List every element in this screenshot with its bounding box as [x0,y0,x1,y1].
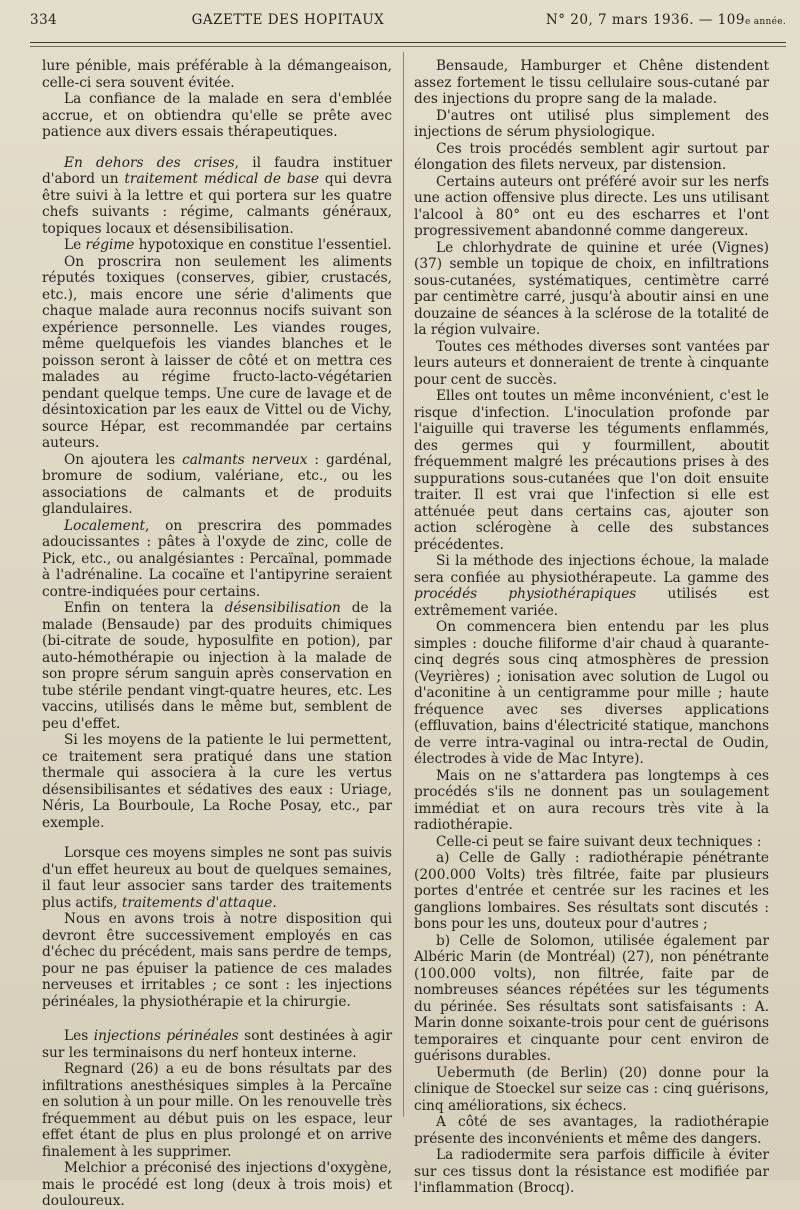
text-run: de la malade (Bensaude) par des produits chimiques (bi-citrate de soude, hyposulfite en potion), par auto-hémothérapie ou injection à la malade de son propre sérum sanguin après conservation en tube stérile pendant vingt-quatre heures, etc. Les vaccins, utilisés dans le même but, semblent de peu d'effet. [42,600,392,732]
paragraph [42,600,392,732]
page-number: 334 [30,12,58,28]
paragraph: On commencera bien entendu par les plus simples : douche filiforme d'air chaud à quarante-cinq degrés sous cinq atmosphères de pression (Veyrières) ; ionisation avec solution de Lugol ou d'aconitine à un centigramme pour mille ; haute fréquence avec ses diverses applications (effluvation, bains d'électricité statique, manchons de verre intra-vaginal ou intra-rectal de Oudin, électrodes à vide de Mac Intyre). [414,619,769,767]
paragraph: Nous en avons trois à notre disposition qui devront être successivement employés en cas d'échec du précédent, mais sans perdre de temps, pour ne pas épuiser la patience de ces malades nerveuses et irritables ; ce sont : les injections périnéales, la physiothérapie et la chirurgie. [42,911,392,1010]
text-run: . [272,894,277,911]
journal-title: GAZETTE DES HOPITAUX [191,12,385,28]
paragraph: a) Celle de Gally : radiothérapie pénétrante (200.000 Volts) très filtrée, faite par plusieurs portes d'entrée et centrée sur les racines et les ganglions lombaires. Ses résultats sont discutés : bons pour les uns, douteux pour d'autres ; [414,850,769,932]
paragraph: Elles ont toutes un même inconvénient, c'est le risque d'infection. L'inoculation profonde par l'aiguille qui traverse les téguments enflammés, des germes qui y fourmillent, aboutit fréquemment malgré les précautions prises à des suppurations sous-cutanées que l'on doit ensuite traiter. Il est vrai que l'infection si elle est atténuée peut dans certains cas, ajouter son action sclérogène à celle des substances précédentes. [414,388,769,553]
paragraph: lure pénible, mais préférable à la démangeaison, celle-ci sera souvent évitée. [42,58,392,91]
paragraph: Bensaude, Hamburger et Chêne distendent assez fortement le tissu cellulaire sous-cutané par des injections du propre sang de la malade. [414,58,769,107]
issue-info [546,12,786,28]
paragraph: La radiodermite sera parfois difficile à éviter sur ces tissus dont la résistance est modifiée par l'inflammation (Brocq). [414,1147,769,1196]
text-run: : gardénal, bromure de sodium, valériane, etc., ou les associations de calmants et de produits glandulaires. [42,451,392,517]
header-rule-thin [30,46,786,47]
paragraph [42,845,392,911]
column-divider [403,52,404,1117]
italic-text: injections périnéales [93,1028,239,1044]
text-run: Si la méthode des injections échoue, la malade sera confiée au physiothérapeute. La gamme des [414,553,769,586]
paragraph: Regnard (26) a eu de bons résultats par des infiltrations anesthésiques simples à la Percaïne en solution à un pour mille. On les renouvelle très fréquemment au début puis on les espace, leur effet étant de plus en plus prolongé et on arrive finalement à les supprimer. [42,1061,392,1160]
text-run: Le [64,237,86,253]
paragraph: Certains auteurs ont préféré avoir sur les nerfs une action offensive plus directe. Les uns utilisant l'alcool à 80° ont eu des escharres et l'ont progressivement abandonné comme dangereux. [414,173,769,239]
text-run: Lorsque ces moyens simples ne sont pas suivis d'un effet heureux au bout de quelques semaines, il faut leur associer sans tarder des traitements plus actifs, [42,845,392,911]
paragraph [414,553,769,619]
paragraph: b) Celle de Solomon, utilisée également par Albéric Marin (de Montréal) (27), non pénétrante (100.000 volts), non filtrée, faite par de nombreuses séances répétées sur les téguments du périnée. Ses résultats sont satisfaisants : A. Marin donne soixante-trois pour cent de guérisons temporaires et cinquante pour cent environ de guérisons durables. [414,932,769,1064]
paragraph: Melchior a préconisé des injections d'oxygène, mais le procédé est long (deux à trois mois) et douloureux. [42,1160,392,1209]
paragraph: La confiance de la malade en sera d'emblée accrue, et on obtiendra qu'elle se prête avec patience aux divers essais thérapeutiques. [42,91,392,140]
paragraph: Le chlorhydrate de quinine et urée (Vignes) (37) semble un topique de choix, en infiltrations sous-cutanées, systématiques, centimètre carré par centimètre carré, jusqu'à aboutir ainsi en une douzaine de séances à la sclérose de la totalité de la région vulvaire. [414,239,769,338]
paragraph [42,518,392,601]
italic-text: désensibilisation [224,600,341,616]
paragraph: Ces trois procédés semblent agir surtout par élongation des filets nerveux, par distension. [414,140,769,173]
paragraph: D'autres ont utilisé plus simplement des injections de sérum physiologique. [414,107,769,140]
text-run: sont destinées à agir sur les terminaisons du nerf honteux interne. [42,1028,392,1061]
italic-text: traitements d'attaque [121,894,273,911]
issue-suffix: e année. [744,17,786,27]
italic-text: traitement médical de base [124,171,319,187]
italic-text: régime [85,237,135,253]
paragraph [42,237,392,254]
paragraph: Celle-ci peut se faire suivant deux techniques : [436,833,762,850]
paragraph [42,155,392,238]
italic-text: calmants nerveux [182,451,308,468]
right-column [414,58,769,1197]
paragraph: Uebermuth (de Berlin) (20) donne pour la clinique de Stoeckel sur seize cas : cinq guérisons, cinq améliorations, six échecs. [414,1064,769,1114]
paragraph [42,1028,392,1061]
italic-text: Localement [64,517,146,534]
header-rule [30,42,786,43]
text-run: , on prescrira des pommades adoucissantes : pâtes à l'oxyde de zinc, colle de Pick, etc., ou analgésiantes : Percaïnal, pommade à l'adrénaline. La cocaïne et l'antipyrine seraient contre-indiquées pour certains. [42,517,392,600]
paragraph: Mais on ne s'attardera pas longtemps à ces procédés s'ils ne donnent pas un soulagement immédiat et on aura recours très vite à la radiothérapie. [414,767,769,833]
paragraph: Toutes ces méthodes diverses sont vantées par leurs auteurs et donneraient de trente à cinquante pour cent de succès. [414,338,769,388]
text-run: Les [64,1028,94,1044]
issue-date: N° 20, 7 mars 1936. — 109 [545,12,745,28]
text-run: Enfin on tentera la [64,600,225,616]
paragraph: Si les moyens de la patiente le lui permettent, ce traitement sera pratiqué dans une station thermale qui associera à la cure les vertus désensibilisantes et sédatives des eaux : Uriage, Néris, La Bourboule, La Roche Posay, etc., par exemple. [42,732,392,831]
paragraph: On proscrira non seulement les aliments réputés toxiques (conserves, gibier, crustacés, etc.), mais encore une série d'aliments que chaque malade aura reconnus nocifs suivant son expérience personnelle. Les viandes rouges, même quelquefois les viandes blanches et le poisson seront à laisser de côté et on mettra ces malades au régime fructo-lacto-végétarien pendant quelque temps. Une cure de lavage et de désintoxication par les eaux de Vittel ou de Vichy, source Hépar, est recommandée par certains auteurs. [42,253,392,451]
text-run: utilisés est extrêmement variée. [414,586,769,619]
text-run: , il faudra instituer d'abord un [42,154,392,187]
italic-text: En dehors des crises [64,154,235,171]
page-header [30,12,786,38]
paragraph: A côté de ses avantages, la radiothérapie présente des inconvénients et même des dangers. [414,1114,769,1147]
left-column [42,58,392,1210]
paragraph [42,452,392,518]
text-run: On ajoutera les [64,451,183,468]
text-run: qui devra être suivi à la lettre et qui portera sur les quatre chefs suivants : régime, calmants généraux, topiques locaux et désensibilisation. [42,171,392,237]
text-run: hypotoxique en constitue l'essentiel. [134,237,392,253]
italic-text: procédés physiothérapiques [414,586,637,602]
